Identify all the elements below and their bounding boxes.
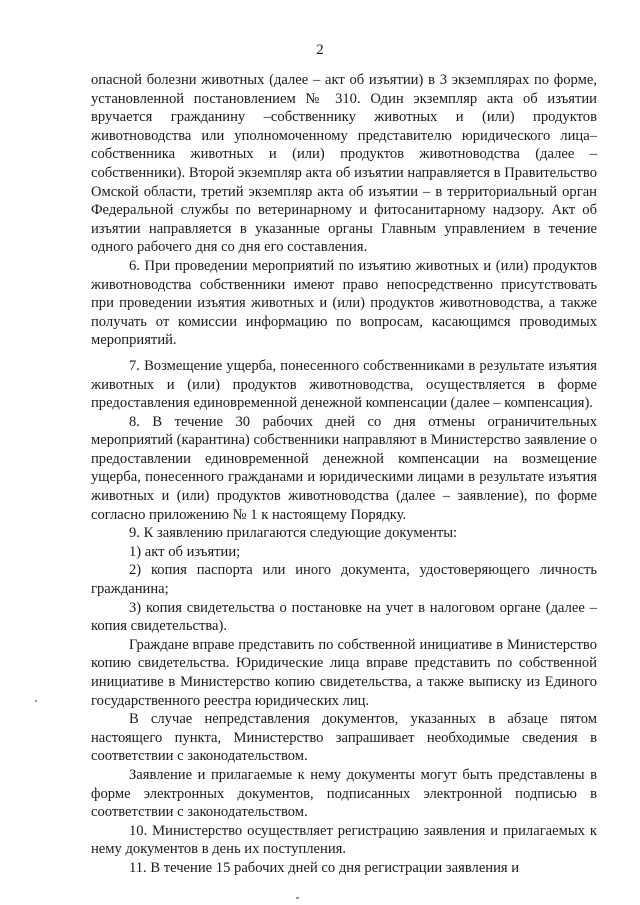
paragraph-item-8: 8. В течение 30 рабочих дней со дня отмены ограничительных мероприятий (карантина) собственники направляют в Министерство заявление о предоставлении единовременной денежной компенсации на возмещение ущерба, понесенного гражданами и юридическими лицами в результате изъятия животных и (или) продуктов животноводства (далее – заявление), по форме согласно приложению № 1 к настоящему Порядку. [91, 413, 597, 523]
paragraph-citizens-right: Граждане вправе представить по собственной инициативе в Министерство копию свидетельства. Юридические лица вправе представить по собственной инициативе в Министерство копию свидетельства, а также выписку из Единого государственного реестра юридических лиц. [91, 636, 597, 709]
list-item-3: 3) копия свидетельства о постановке на учет в налоговом органе (далее – копия свидетельства). [91, 599, 597, 635]
paragraph-non-submission: В случае непредставления документов, указанных в абзаце пятом настоящего пункта, Министерство запрашивает необходимые сведения в соответствии с законодательством. [91, 711, 597, 765]
paragraph-item-9: 9. К заявлению прилагаются следующие документы: [129, 525, 458, 542]
paragraph-item-6: 6. При проведении мероприятий по изъятию животных и (или) продуктов животноводства собственники имеют право непосредственно присутствовать при проведении изъятия животных и (или) продуктов животноводства, а также получать от комиссии информацию по вопросам, касающимся проводимых мероприятий. [91, 257, 597, 349]
paragraph-electronic-form: Заявление и прилагаемые к нему документы могут быть представлены в форме электронных документов, подписанных электронной подписью в соответствии с законодательством. [91, 766, 597, 821]
document-body [91, 71, 597, 878]
scan-speck-left-margin [35, 700, 37, 702]
scan-speck-bottom [296, 897, 299, 899]
page-number: 2 [316, 42, 324, 58]
paragraph-item-11: 11. В течение 15 рабочих дней со дня регистрации заявления и [129, 859, 520, 876]
list-item-1: 1) акт об изъятии; [129, 543, 241, 560]
paragraph-item-7: 7. Возмещение ущерба, понесенного собственниками в результате изъятия животных и (или) продуктов животноводства, осуществляется в форме предоставления единовременной денежной компенсации (далее – компенсация). [91, 357, 597, 412]
list-item-2: 2) копия паспорта или иного документа, удостоверяющего личность гражданина; [91, 562, 597, 598]
paragraph-act-of-seizure-continuation: опасной болезни животных (далее – акт об изъятии) в 3 экземплярах по форме, установленной постановлением № 310. Один экземпляр акта об изъятии вручается гражданину –собственнику животных и (или) продуктов животноводства или уполномоченному представителю юридического лица– собственника животных и (или) продуктов животноводства (далее – собственники). Второй экземпляр акта об изъятии направляется в Правительство Омской области, третий экземпляр акта об изъятии – в территориальный орган Федеральной службы по ветеринарному и фитосанитарному надзору. Акт об изъятии направляется в указанные органы Главным управлением в течение одного рабочего дня со дня его составления. [91, 72, 597, 256]
paragraph-item-10: 10. Министерство осуществляет регистрацию заявления и прилагаемых к нему документов в день их поступления. [91, 822, 597, 858]
